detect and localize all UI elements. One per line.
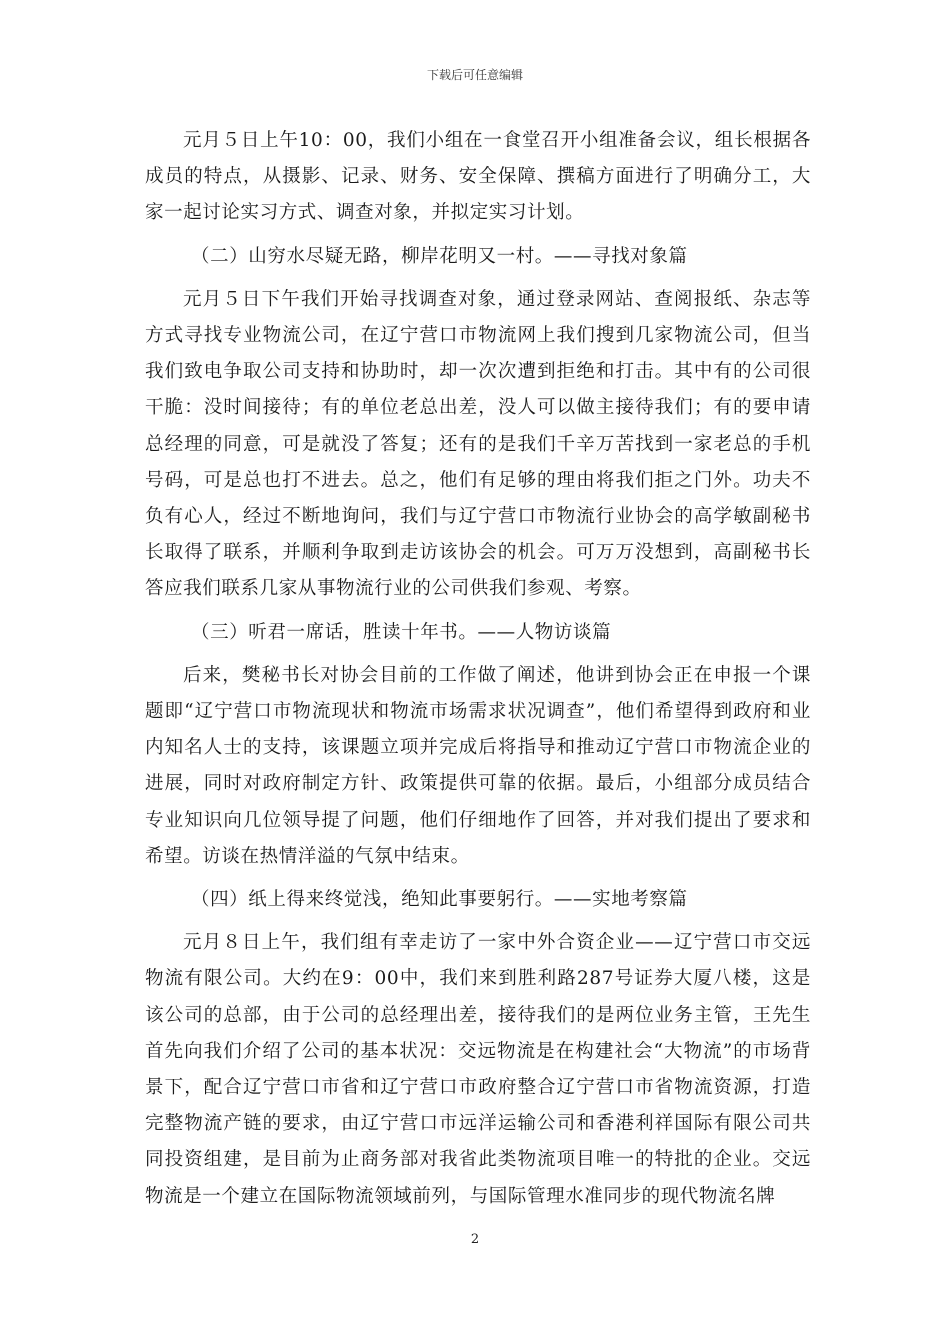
page-header: 下载后可任意编辑 [426,68,523,82]
paragraph-meeting: 元月５日上午10：00，我们小组在一食堂召开小组准备会议，组长根据各成员的特点，从摄影、记录、财务、安全保障、撰稿方面进行了明确分工，大家一起讨论实习方式、调查对象，并拟定实习计划。 [145,130,811,224]
section-heading-4: （四）纸上得来终觉浅，绝知此事要躬行。——实地考察篇 [191,889,688,911]
paragraph-search: 元月５日下午我们开始寻找调查对象，通过登录网站、查阅报纸、杂志等方式寻找专业物流公司，在辽宁营口市物流网上我们搜到几家物流公司，但当我们致电争取公司支持和协助时，却一次次遭到拒绝和打击。其中有的公司很干脆：没时间接待；有的单位老总出差，没人可以做主接待我们；有的要申请总经理的同意，可是就没了答复；还有的是我们千辛万苦找到一家老总的手机号码，可是总也打不进去。总之，他们有足够的理由将我们拒之门外。功夫不负有心人，经过不断地询问，我们与辽宁营口市物流行业协会的高学敏副秘书长取得了联系，并顺利争取到走访该协会的机会。可万万没想到，高副秘书长答应我们联系几家从事物流行业的公司供我们参观、考察。 [145,288,811,600]
section-heading-3: （三）听君一席话，胜读十年书。——人物访谈篇 [191,621,612,643]
paragraph-interview: 后来，樊秘书长对协会目前的工作做了阐述，他讲到协会正在申报一个课题即“辽宁营口市物流现状和物流市场需求状况调查”，他们希望得到政府和业内知名人士的支持，该课题立项并完成后将指导和推动辽宁营口市物流企业的进展，同时对政府制定方针、政策提供可靠的依据。最后，小组部分成员结合专业知识向几位领导提了问题，他们仔细地作了回答，并对我们提出了要求和希望。访谈在热情洋溢的气氛中结束。 [145,664,811,867]
paragraph-site-visit: 元月８日上午，我们组有幸走访了一家中外合资企业——辽宁营口市交远物流有限公司。大约在9：00中，我们来到胜利路287号证券大厦八楼，这是该公司的总部，由于公司的总经理出差，接待我们的是两位业务主管，王先生首先向我们介绍了公司的基本状况：交远物流是在构建社会“大物流”的市场背景下，配合辽宁营口市省和辽宁营口市政府整合辽宁营口市省物流资源，打造完整物流产链的要求，由辽宁营口市远洋运输公司和香港利祥国际有限公司共同投资组建，是目前为止商务部对我省此类物流项目唯一的特批的企业。交远物流是一个建立在国际物流领域前列，与国际管理水准同步的现代物流名牌 [145,932,811,1207]
document-body [145,123,811,1222]
section-heading-2: （二）山穷水尽疑无路，柳岸花明又一村。——寻找对象篇 [191,245,688,267]
page-number: 2 [470,1232,480,1247]
